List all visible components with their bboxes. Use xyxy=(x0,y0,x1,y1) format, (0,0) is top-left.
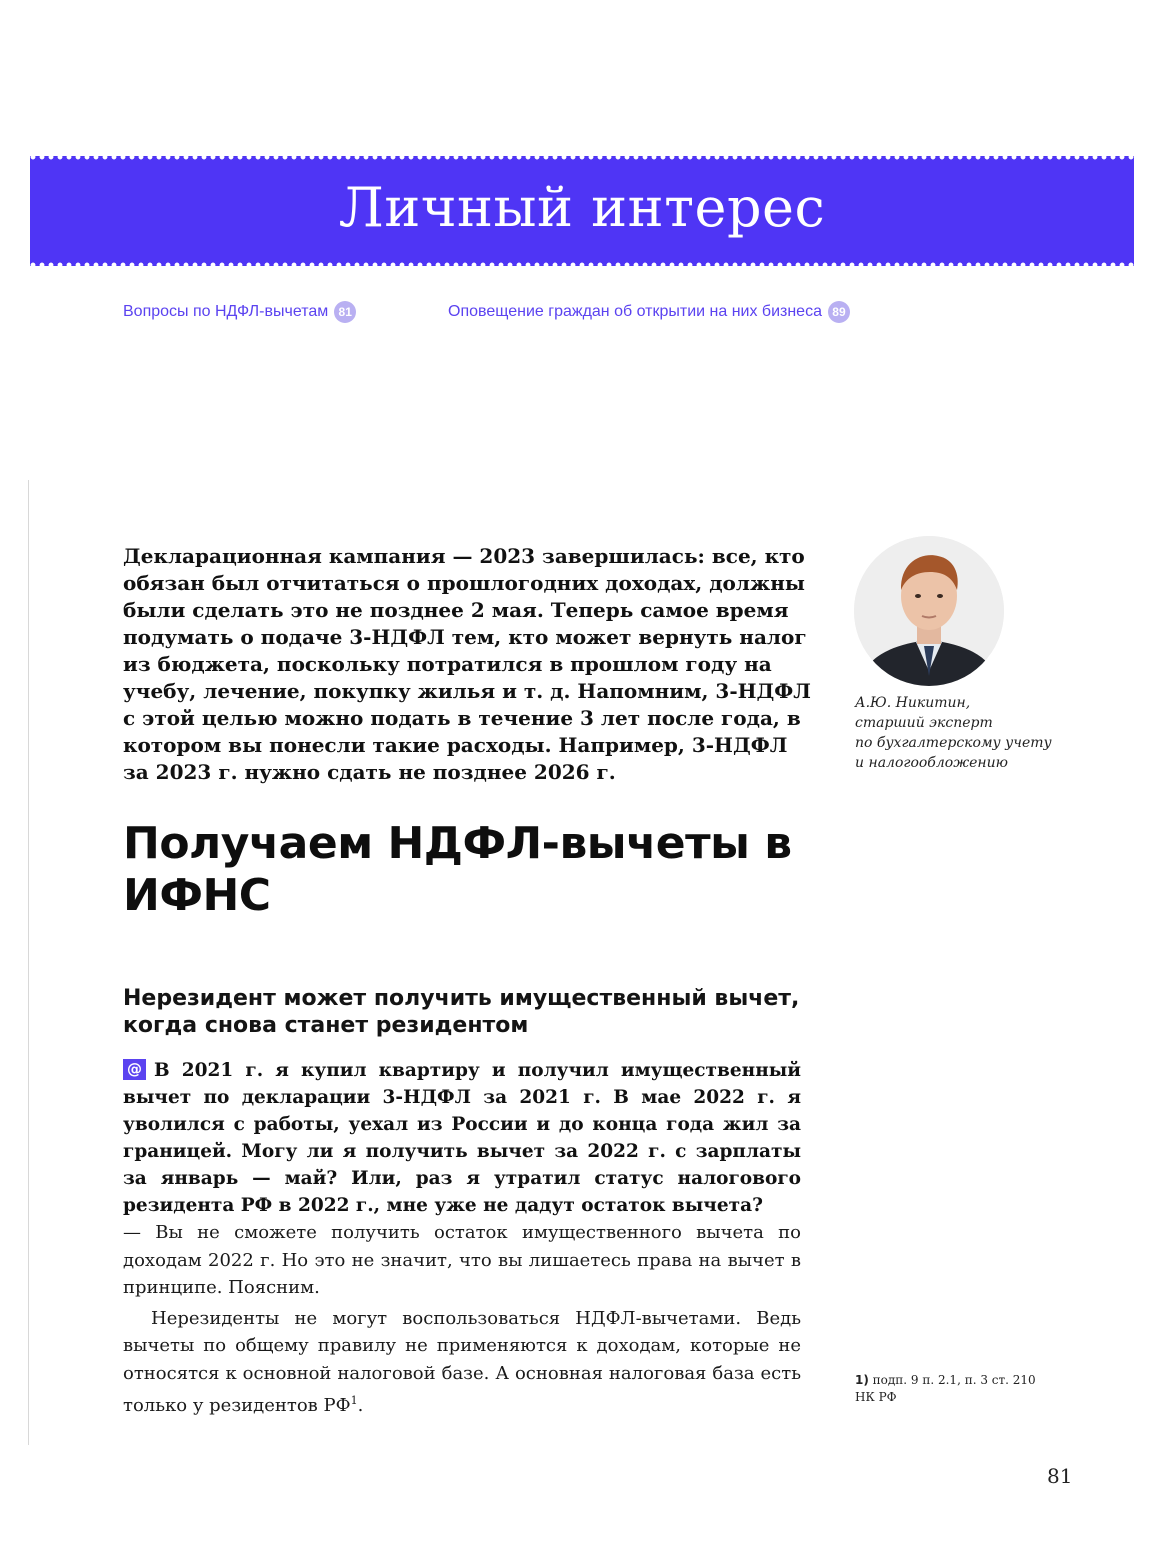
reader-question xyxy=(123,1057,801,1219)
author-name: А.Ю. Никитин, xyxy=(855,695,971,711)
footnote-reference[interactable]: 1 xyxy=(350,1394,358,1407)
author-title-line: по бухгалтерскому учету xyxy=(855,735,1052,751)
author-title-line: и налогообложению xyxy=(855,755,1008,771)
section-banner xyxy=(30,156,1134,266)
article-headline: Получаем НДФЛ-вычеты в ИФНС xyxy=(123,818,792,921)
answer-paragraph: — Вы не сможете получить остаток имущественного вычета по доходам 2022 г. Но это не значит, что вы лишаетесь права на вычет в принципе. Поясним. xyxy=(123,1222,801,1298)
toc-link-label: Оповещение граждан об открытии на них бизнеса xyxy=(448,303,822,320)
footnote-text: подп. 9 п. 2.1, п. 3 ст. 210 НК РФ xyxy=(855,1373,1036,1404)
answer-paragraph-text: Нерезиденты не могут воспользоваться НДФЛ-вычетами. Ведь вычеты по общему правилу не применяются к доходам, которые не относятся к основной налоговой базе. А основная налоговая база есть только у резидентов РФ xyxy=(123,1307,801,1416)
expert-answer xyxy=(123,1219,801,1420)
margin-divider xyxy=(28,480,29,1445)
footnote-marker: 1) xyxy=(855,1373,869,1387)
page-number: 81 xyxy=(1047,1464,1073,1488)
author-caption xyxy=(855,693,1065,773)
toc-page-badge: 89 xyxy=(828,301,850,323)
toc-page-badge: 81 xyxy=(334,301,356,323)
author-title-line: старший эксперт xyxy=(855,715,993,731)
answer-paragraph xyxy=(123,1305,801,1420)
toc-link-label: Вопросы по НДФЛ-вычетам xyxy=(123,303,329,320)
answer-paragraph-end: . xyxy=(357,1395,364,1416)
section-title: Личный интерес xyxy=(338,176,826,239)
author-photo xyxy=(854,536,1004,686)
footnote xyxy=(855,1372,1055,1406)
toc-link-business-notification[interactable] xyxy=(448,301,850,323)
question-subheading: Нерезидент может получить имущественный вычет, когда снова станет резидентом xyxy=(123,986,800,1038)
toc-link-ndfl-deductions[interactable] xyxy=(123,301,356,323)
lead-paragraph: Декларационная кампания — 2023 завершилась: все, кто обязан был отчитаться о прошлогодних доходах, должны были сделать это не позднее 2 мая. Теперь самое время подумать о подаче 3-НДФЛ тем, кто может вернуть налог из бюджета, поскольку потратился в прошлом году на учебу, лечение, покупку жилья и т. д. Напомним, 3-НДФЛ с этой целью можно подать в течение 3 лет после года, в котором вы понесли такие расходы. Например, 3-НДФЛ за 2023 г. нужно сдать не позднее 2026 г. xyxy=(123,544,811,784)
question-text: В 2021 г. я купил квартиру и получил имущественный вычет по декларации 3-НДФЛ за 2021 г. В мае 2022 г. я уволился с работы, уехал из России и до конца года жил за границей. Могу ли я получить вычет за 2022 г. с зарплаты за январь — май? Или, раз я утратил статус налогового резидента РФ в 2022 г., мне уже не дадут остаток вычета? xyxy=(123,1060,801,1216)
email-question-icon: @ xyxy=(123,1059,146,1080)
